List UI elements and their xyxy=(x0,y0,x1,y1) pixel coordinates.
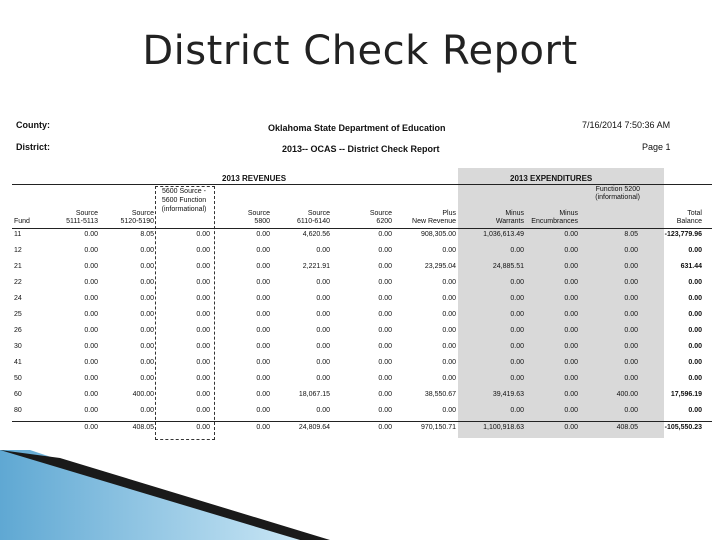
table-cell-encumb: 0.00 xyxy=(564,343,578,350)
column-header-s5600-line1: 5600 Source - xyxy=(162,188,206,195)
table-cell-total: 0.00 xyxy=(688,343,702,350)
table-cell-s5600: 0.00 xyxy=(196,407,210,414)
fund-cell: 12 xyxy=(14,247,22,254)
table-cell-s5120: 0.00 xyxy=(140,311,154,318)
table-cell-encumb: 0.00 xyxy=(564,279,578,286)
column-header-encumb-line2: Minus xyxy=(559,210,578,217)
table-cell-s6110: 4,620.56 xyxy=(302,231,330,238)
slide-title: District Check Report xyxy=(142,28,578,74)
table-cell-s5600: 0.00 xyxy=(196,247,210,254)
table-cell-s5111: 0.00 xyxy=(84,295,98,302)
table-cell-encumb: 0.00 xyxy=(564,311,578,318)
table-cell-encumb: 0.00 xyxy=(564,391,578,398)
table-cell-s5600: 0.00 xyxy=(196,343,210,350)
fund-cell: 24 xyxy=(14,295,22,302)
table-cell-total: 0.00 xyxy=(688,327,702,334)
table-cell-s5600: 0.00 xyxy=(196,279,210,286)
table-cell-warrants: 0.00 xyxy=(510,327,524,334)
table-cell-s5600: 0.00 xyxy=(196,295,210,302)
fund-cell: 30 xyxy=(14,343,22,350)
table-cell-f5200: 0.00 xyxy=(624,327,638,334)
table-cell-encumb: 0.00 xyxy=(564,327,578,334)
table-cell-s5111: 0.00 xyxy=(84,247,98,254)
table-cell-s6200: 0.00 xyxy=(378,231,392,238)
table-cell-s5120: 0.00 xyxy=(140,247,154,254)
table-cell-total: 0.00 xyxy=(688,311,702,318)
table-cell-s5800: 0.00 xyxy=(256,279,270,286)
total-cell-s6200: 0.00 xyxy=(378,424,392,431)
table-cell-plus: 0.00 xyxy=(442,343,456,350)
table-cell-f5200: 0.00 xyxy=(624,343,638,350)
table-cell-s6110: 0.00 xyxy=(316,311,330,318)
table-cell-s6110: 0.00 xyxy=(316,295,330,302)
table-cell-s5800: 0.00 xyxy=(256,375,270,382)
table-cell-f5200: 0.00 xyxy=(624,279,638,286)
table-cell-total: 631.44 xyxy=(680,263,702,270)
table-cell-total: 0.00 xyxy=(688,279,702,286)
total-cell-total: -105,550.23 xyxy=(664,424,702,431)
total-cell-s5800: 0.00 xyxy=(256,424,270,431)
column-header-s5120-line3: 5120-5190 xyxy=(120,218,154,225)
table-cell-plus: 0.00 xyxy=(442,359,456,366)
department-name: Oklahoma State Department of Education xyxy=(268,123,446,133)
table-cell-warrants: 0.00 xyxy=(510,247,524,254)
table-cell-warrants: 24,885.51 xyxy=(492,263,524,270)
table-cell-encumb: 0.00 xyxy=(564,375,578,382)
table-cell-s5600: 0.00 xyxy=(196,327,210,334)
column-header-f5200-line1: Function 5200 xyxy=(595,186,640,193)
table-cell-s5111: 0.00 xyxy=(84,375,98,382)
table-cell-s5120: 400.00 xyxy=(132,391,154,398)
table-cell-s5111: 0.00 xyxy=(84,231,98,238)
column-header-plus-line2: Plus xyxy=(442,210,456,217)
table-cell-s5111: 0.00 xyxy=(84,263,98,270)
table-cell-encumb: 0.00 xyxy=(564,231,578,238)
table-cell-warrants: 0.00 xyxy=(510,407,524,414)
table-cell-s5800: 0.00 xyxy=(256,343,270,350)
column-header-fund-line3: Fund xyxy=(14,218,30,225)
table-cell-plus: 0.00 xyxy=(442,295,456,302)
table-cell-total: -123,779.96 xyxy=(664,231,702,238)
table-cell-plus: 0.00 xyxy=(442,247,456,254)
table-cell-encumb: 0.00 xyxy=(564,247,578,254)
table-cell-f5200: 0.00 xyxy=(624,375,638,382)
table-cell-f5200: 0.00 xyxy=(624,407,638,414)
table-cell-s5600: 0.00 xyxy=(196,263,210,270)
total-cell-encumb: 0.00 xyxy=(564,424,578,431)
table-cell-warrants: 0.00 xyxy=(510,279,524,286)
column-header-s6200-line2: Source xyxy=(369,210,392,217)
table-cell-f5200: 8.05 xyxy=(624,231,638,238)
table-cell-s6200: 0.00 xyxy=(378,343,392,350)
table-cell-s5800: 0.00 xyxy=(256,311,270,318)
table-cell-s6200: 0.00 xyxy=(378,263,392,270)
table-cell-s5111: 0.00 xyxy=(84,327,98,334)
table-cell-s5120: 0.00 xyxy=(140,359,154,366)
table-cell-s5120: 0.00 xyxy=(140,407,154,414)
fund-cell: 50 xyxy=(14,375,22,382)
table-cell-encumb: 0.00 xyxy=(564,407,578,414)
column-header-s5600-line3: (informational) xyxy=(161,206,207,213)
column-header-s6200-line3: 6200 xyxy=(376,218,392,225)
table-cell-f5200: 0.00 xyxy=(624,295,638,302)
table-cell-s5600: 0.00 xyxy=(196,359,210,366)
total-cell-s6110: 24,809.64 xyxy=(298,424,330,431)
column-header-s5800-line2: Source xyxy=(247,210,270,217)
table-cell-s5111: 0.00 xyxy=(84,311,98,318)
table-cell-s5111: 0.00 xyxy=(84,391,98,398)
fund-cell: 22 xyxy=(14,279,22,286)
table-cell-warrants: 1,036,613.49 xyxy=(483,231,524,238)
table-cell-s6110: 0.00 xyxy=(316,247,330,254)
table-cell-s6200: 0.00 xyxy=(378,359,392,366)
table-cell-s5111: 0.00 xyxy=(84,407,98,414)
table-cell-encumb: 0.00 xyxy=(564,263,578,270)
column-header-total-line2: Total xyxy=(687,210,702,217)
table-cell-total: 0.00 xyxy=(688,247,702,254)
table-cell-s5800: 0.00 xyxy=(256,391,270,398)
table-cell-s5600: 0.00 xyxy=(196,375,210,382)
total-cell-s5600: 0.00 xyxy=(196,424,210,431)
totals-divider xyxy=(12,421,712,422)
table-cell-f5200: 0.00 xyxy=(624,263,638,270)
table-cell-plus: 0.00 xyxy=(442,407,456,414)
table-cell-s5120: 0.00 xyxy=(140,327,154,334)
column-header-s5111-line3: 5111-5113 xyxy=(66,218,98,225)
column-header-warrants-line3: Warrants xyxy=(495,218,524,225)
table-cell-s5800: 0.00 xyxy=(256,231,270,238)
table-cell-s5800: 0.00 xyxy=(256,327,270,334)
table-cell-s5600: 0.00 xyxy=(196,231,210,238)
table-cell-s6110: 0.00 xyxy=(316,375,330,382)
table-cell-s5111: 0.00 xyxy=(84,279,98,286)
table-cell-f5200: 0.00 xyxy=(624,247,638,254)
table-cell-plus: 0.00 xyxy=(442,311,456,318)
column-header-f5200-line2: (informational) xyxy=(595,194,640,201)
table-cell-s6110: 2,221.91 xyxy=(302,263,330,270)
table-cell-s6200: 0.00 xyxy=(378,407,392,414)
column-header-s5120-line2: Source xyxy=(131,210,154,217)
district-check-report xyxy=(12,112,712,442)
table-cell-warrants: 0.00 xyxy=(510,359,524,366)
table-cell-s6200: 0.00 xyxy=(378,311,392,318)
table-cell-s5800: 0.00 xyxy=(256,247,270,254)
fund-cell: 60 xyxy=(14,391,22,398)
table-cell-s6200: 0.00 xyxy=(378,295,392,302)
table-cell-encumb: 0.00 xyxy=(564,359,578,366)
table-cell-plus: 0.00 xyxy=(442,375,456,382)
table-cell-f5200: 0.00 xyxy=(624,311,638,318)
table-cell-plus: 0.00 xyxy=(442,327,456,334)
table-cell-s6110: 0.00 xyxy=(316,279,330,286)
report-timestamp: 7/16/2014 7:50:36 AM xyxy=(582,120,671,130)
column-header-s5600-line2: 5600 Function xyxy=(161,197,207,204)
fund-cell: 26 xyxy=(14,327,22,334)
table-cell-warrants: 0.00 xyxy=(510,375,524,382)
table-cell-plus: 0.00 xyxy=(442,279,456,286)
district-label: District: xyxy=(16,142,51,152)
total-cell-s5111: 0.00 xyxy=(84,424,98,431)
fund-cell: 41 xyxy=(14,359,22,366)
table-cell-warrants: 39,419.63 xyxy=(492,391,524,398)
total-cell-s5120: 408.05 xyxy=(132,424,154,431)
table-cell-s5120: 0.00 xyxy=(140,343,154,350)
table-cell-s6200: 0.00 xyxy=(378,391,392,398)
table-cell-f5200: 0.00 xyxy=(624,359,638,366)
column-header-s5800-line3: 5800 xyxy=(254,218,270,225)
table-cell-s5120: 0.00 xyxy=(140,375,154,382)
column-header-total-line3: Balance xyxy=(676,218,702,225)
expenditures-header: 2013 EXPENDITURES xyxy=(510,174,593,183)
table-cell-s5800: 0.00 xyxy=(256,359,270,366)
column-header-warrants-line2: Minus xyxy=(505,210,524,217)
table-cell-total: 0.00 xyxy=(688,295,702,302)
total-cell-f5200: 408.05 xyxy=(616,424,638,431)
table-cell-s6200: 0.00 xyxy=(378,247,392,254)
table-cell-encumb: 0.00 xyxy=(564,295,578,302)
section-divider xyxy=(12,184,712,185)
table-cell-warrants: 0.00 xyxy=(510,295,524,302)
table-cell-total: 0.00 xyxy=(688,359,702,366)
table-cell-total: 0.00 xyxy=(688,407,702,414)
county-label: County: xyxy=(16,120,50,130)
table-cell-s6110: 0.00 xyxy=(316,327,330,334)
column-header-s6110-line3: 6110-6140 xyxy=(297,218,330,225)
table-cell-s5120: 0.00 xyxy=(140,263,154,270)
fund-cell: 25 xyxy=(14,311,22,318)
table-cell-plus: 23,295.04 xyxy=(424,263,456,270)
table-cell-s5120: 0.00 xyxy=(140,279,154,286)
table-cell-total: 0.00 xyxy=(688,375,702,382)
page-number: Page 1 xyxy=(642,142,671,152)
column-header-plus-line3: New Revenue xyxy=(412,218,456,225)
table-cell-warrants: 0.00 xyxy=(510,311,524,318)
table-cell-s6200: 0.00 xyxy=(378,375,392,382)
table-cell-s6200: 0.00 xyxy=(378,279,392,286)
table-cell-s5800: 0.00 xyxy=(256,295,270,302)
total-cell-plus: 970,150.71 xyxy=(420,424,456,431)
column-header-s6110-line2: Source xyxy=(307,210,330,217)
table-cell-plus: 908,305.00 xyxy=(420,231,456,238)
slide-decoration xyxy=(0,450,720,540)
table-cell-s6200: 0.00 xyxy=(378,327,392,334)
table-cell-warrants: 0.00 xyxy=(510,343,524,350)
table-cell-s6110: 0.00 xyxy=(316,407,330,414)
table-cell-f5200: 400.00 xyxy=(616,391,638,398)
table-cell-total: 17,596.19 xyxy=(670,391,702,398)
table-cell-s5120: 0.00 xyxy=(140,295,154,302)
fund-cell: 80 xyxy=(14,407,22,414)
column-header-encumb-line3: Encumbrances xyxy=(531,218,578,225)
table-cell-s5111: 0.00 xyxy=(84,343,98,350)
table-cell-s6110: 18,067.15 xyxy=(298,391,330,398)
revenues-header: 2013 REVENUES xyxy=(222,174,287,183)
table-cell-plus: 38,550.67 xyxy=(424,391,456,398)
table-cell-s6110: 0.00 xyxy=(316,359,330,366)
table-cell-s5600: 0.00 xyxy=(196,391,210,398)
table-cell-s5600: 0.00 xyxy=(196,311,210,318)
fund-cell: 11 xyxy=(14,231,22,238)
table-cell-s5120: 8.05 xyxy=(140,231,154,238)
table-cell-s6110: 0.00 xyxy=(316,343,330,350)
fund-cell: 21 xyxy=(14,263,22,270)
table-cell-s5800: 0.00 xyxy=(256,407,270,414)
table-cell-s5111: 0.00 xyxy=(84,359,98,366)
report-subtitle: 2013-- OCAS -- District Check Report xyxy=(282,144,440,154)
header-divider xyxy=(12,228,712,229)
column-header-s5111-line2: Source xyxy=(75,210,98,217)
table-cell-s5800: 0.00 xyxy=(256,263,270,270)
total-cell-warrants: 1,100,918.63 xyxy=(483,424,524,431)
